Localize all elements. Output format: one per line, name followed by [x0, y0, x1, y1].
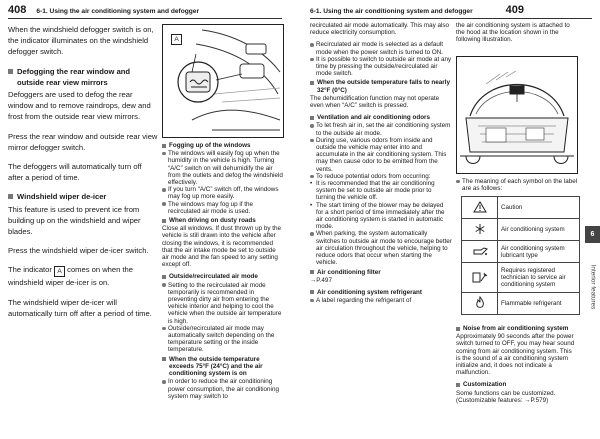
bullet-item: The windows will easily fog up when the humidity in the vehicle is high. Turning “A/C” switch on will dehumidify the air from the outlets and defog the windshield effectively.: [162, 150, 284, 186]
bullet-item: The windows may fog up if the recirculated air mode is used.: [162, 201, 284, 215]
column-1: [8, 24, 158, 327]
page-reference-link[interactable]: →P.497: [310, 276, 332, 284]
figure-label-box: A: [171, 34, 182, 45]
section-heading: Air conditioning system refrigerant: [310, 289, 452, 296]
section-heading: Outside/recirculated air mode: [162, 273, 284, 280]
symbol-label: Air conditioning system lubricant type: [498, 241, 580, 263]
section-heading: Windshield wiper de-icer: [8, 191, 158, 202]
hood-illustration: [456, 56, 578, 174]
paragraph: Approximately 90 seconds after the power switch turned to OFF, you may hear sound coming from air conditioning system. This is the sound of a air conditioning system initialize and, it does not indicate a malfunction.: [456, 333, 575, 377]
wrench-book-icon: [462, 263, 498, 293]
right-chapter-title: 6-1. Using the air conditioning system and defogger: [310, 8, 473, 15]
section-heading: Customization: [456, 381, 578, 388]
caution-triangle-icon: [462, 197, 498, 219]
section-heading: Defogging the rear window and outside rear view mirrors: [8, 66, 158, 88]
section-heading: Ventilation and air conditioning odors: [310, 114, 452, 121]
chapter-tab[interactable]: 6: [585, 226, 600, 243]
column-4-top: [456, 22, 578, 49]
bullet-item: To reduce potential odors from occurring:: [310, 173, 452, 180]
section-heading: Air conditioning filter: [310, 269, 452, 276]
symbol-label: Flammable refrigerant: [498, 293, 580, 315]
hood-label-figure: [456, 56, 578, 174]
section-heading: When the outside temperature falls to nearly 32°F (0°C): [310, 79, 452, 93]
paragraph: Defoggers are used to defog the rear window and to remove raindrops, dew and frost from the outside rear view mirrors.: [8, 90, 151, 122]
bullet-item: It is possible to switch to outside air mode at any time by pressing the outside/recirculated air mode switch.: [310, 56, 452, 78]
left-header-rule: [8, 18, 282, 19]
bullet-item: Recirculated air mode is selected as a default mode when the power switch is turned to ON.: [310, 41, 452, 55]
paragraph: Some functions can be customized. (Customizable features: →P.579): [456, 389, 556, 404]
paragraph: The windshield wiper de-icer will automatically turn off after a period of time.: [8, 297, 152, 318]
paragraph: When the windshield defogger switch is on, the indicator illuminates on the windshield defogger switch.: [8, 25, 154, 57]
bullet-item: When parking, the system automatically switches to outside air mode to encourage better air circulation throughout the vehicle, helping to reduce odors that occur when starting the vehicle.: [310, 230, 452, 266]
indicator-paragraph: [8, 264, 158, 288]
right-header-rule: [310, 18, 592, 19]
paragraph: The defoggers will automatically turn off after a period of time.: [8, 162, 142, 183]
bullet-item: A label regarding the refrigerant of: [310, 297, 452, 304]
paragraph: the air conditioning system is attached to the hood at the location shown in the following illustration.: [456, 22, 570, 44]
section-heading: When driving on dusty roads: [162, 217, 284, 224]
table-row: [462, 197, 580, 219]
oil-can-icon: [462, 241, 498, 263]
symbol-label: Requires registered technician to service air conditioning system: [498, 263, 580, 293]
indicator-text-b: comes on when the windshield wiper de-icer is on.: [8, 265, 134, 288]
left-page-number: 408: [8, 4, 27, 16]
dot-sub-item: • It is recommended that the air conditioning system be set to outside air mode prior to turning the vehicle off.: [310, 180, 452, 202]
column-4-mid: [456, 178, 578, 192]
left-page-header: [8, 0, 199, 16]
right-page-header: [310, 0, 524, 16]
flame-icon: [462, 293, 498, 315]
bullet-item: The meaning of each symbol on the label are as follows:: [456, 178, 578, 192]
bullet-item: Outside/recirculated air mode may automatically switch depending on the temperature setting or the inside temperature.: [162, 325, 284, 354]
chapter-side-label: Interior features: [589, 264, 597, 310]
paragraph: recirculated air mode automatically. This may also reduce electricity consumption.: [310, 22, 450, 37]
paragraph: The dehumidification function may not operate even when “A/C” switch is pressed.: [310, 94, 440, 110]
indicator-text-a: The indicator: [8, 265, 52, 275]
table-row: [462, 241, 580, 263]
table-row: [462, 263, 580, 293]
table-row: [462, 293, 580, 315]
bullet-item: To let fresh air in, set the air conditioning system to the outside air mode.: [310, 122, 452, 136]
section-heading: Fogging up of the windows: [162, 142, 284, 149]
left-chapter-title: 6-1. Using the air conditioning system and defogger: [36, 8, 200, 15]
chapter-side-label-wrap: [587, 252, 599, 322]
paragraph: Press the windshield wiper de-icer switch.: [8, 246, 149, 256]
paragraph: This feature is used to prevent ice from building up on the windshield and wiper blades.: [8, 204, 141, 237]
bullet-item: During use, various odors from inside and outside the vehicle may enter into and accumulate in the air conditioning system. This may then cause odor to be emitted from the vents.: [310, 137, 452, 173]
column-4-bottom: [456, 323, 578, 409]
right-page-number: 409: [505, 4, 525, 16]
bullet-item: Setting to the recirculated air mode temporarily is recommended in preventing dirty air from entering the vehicle interior and helping to cool the vehicle when the outside air temperature is high.: [162, 282, 284, 325]
indicator-box-label: A: [54, 266, 65, 277]
symbol-label: Caution: [498, 197, 580, 219]
paragraph: Close all windows. If dust thrown up by the vehicle is still drawn into the vehicle after closing the windows, it is recommended that the air intake mode be set to outside air mode and the fan speed to any setting except off.: [162, 225, 282, 269]
column-2: [162, 140, 284, 400]
paragraph: Press the rear window and outside rear view mirror defogger switch.: [8, 131, 158, 152]
bullet-item: In order to reduce the air conditioning power consumption, the air conditioning system may switch to: [162, 378, 284, 400]
symbol-meaning-table: [461, 196, 580, 315]
deicer-switch-figure: [162, 24, 284, 138]
symbol-label: Air conditioning system: [498, 219, 580, 241]
bullet-item: If you turn “A/C” switch off, the windows may fog up more easily.: [162, 186, 284, 200]
table-row: [462, 219, 580, 241]
section-heading: Noise from air conditioning system: [456, 325, 578, 332]
section-heading: When the outside temperature exceeds 75°F (24°C) and the air conditioning system is on: [162, 356, 284, 378]
dot-sub-item: • The start timing of the blower may be delayed for a short period of time immediately after the air conditioning system is started in automatic mode.: [310, 202, 452, 231]
column-3: [310, 22, 452, 304]
snowflake-icon: [462, 219, 498, 241]
